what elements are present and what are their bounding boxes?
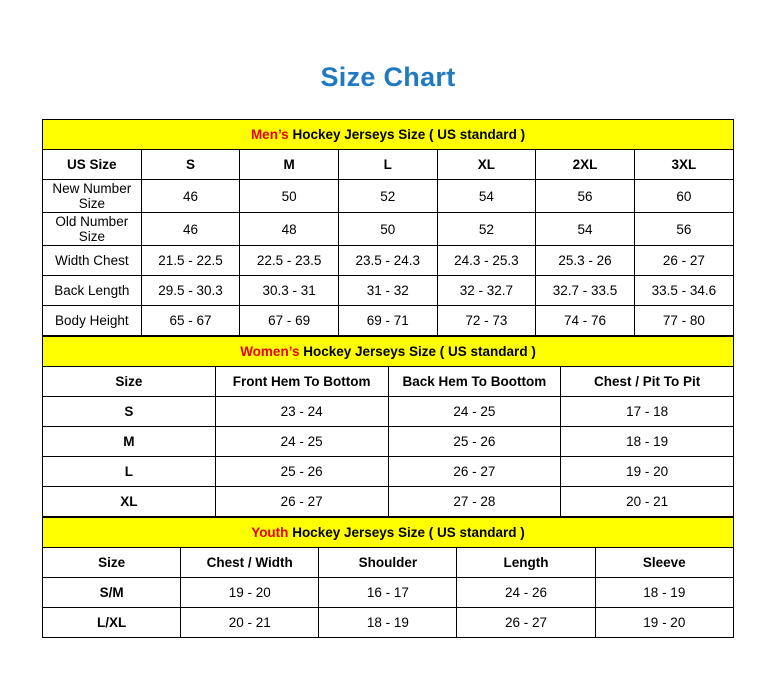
- table-section-header-row: [43, 120, 734, 150]
- womens-size-table: [42, 336, 734, 517]
- womens-r2-c1: 25 - 26: [215, 457, 388, 487]
- womens-r2-c0: L: [43, 457, 216, 487]
- table-section-header-row: [43, 518, 734, 548]
- womens-col-3: Chest / Pit To Pit: [561, 367, 734, 397]
- womens-r1-c2: 25 - 26: [388, 427, 561, 457]
- womens-header-accent: Women’s: [240, 344, 300, 359]
- mens-r3-c0: Back Length: [43, 276, 142, 306]
- mens-r4-c2: 67 - 69: [240, 306, 339, 336]
- youth-r1-c2: 18 - 19: [319, 608, 457, 638]
- mens-r3-c3: 31 - 32: [338, 276, 437, 306]
- table-row: [43, 397, 734, 427]
- mens-r1-c0: Old Number Size: [43, 213, 142, 246]
- mens-col-2: M: [240, 150, 339, 180]
- youth-r0-c1: 19 - 20: [181, 578, 319, 608]
- mens-r2-c0: Width Chest: [43, 246, 142, 276]
- womens-r1-c0: M: [43, 427, 216, 457]
- womens-r0-c2: 24 - 25: [388, 397, 561, 427]
- youth-col-0: Size: [43, 548, 181, 578]
- mens-r2-c6: 26 - 27: [634, 246, 733, 276]
- table-row: [43, 487, 734, 517]
- mens-r1-c2: 48: [240, 213, 339, 246]
- mens-col-1: S: [141, 150, 240, 180]
- mens-r1-c6: 56: [634, 213, 733, 246]
- youth-r0-c2: 16 - 17: [319, 578, 457, 608]
- table-header-row: [43, 548, 734, 578]
- mens-r2-c4: 24.3 - 25.3: [437, 246, 536, 276]
- mens-size-table: [42, 119, 734, 336]
- mens-r2-c5: 25.3 - 26: [536, 246, 635, 276]
- youth-r0-c3: 24 - 26: [457, 578, 595, 608]
- womens-r1-c3: 18 - 19: [561, 427, 734, 457]
- mens-r0-c0: New Number Size: [43, 180, 142, 213]
- table-row: [43, 578, 734, 608]
- womens-r0-c1: 23 - 24: [215, 397, 388, 427]
- mens-r4-c4: 72 - 73: [437, 306, 536, 336]
- mens-header-rest: Hockey Jerseys Size ( US standard ): [288, 127, 526, 142]
- youth-r0-c4: 18 - 19: [595, 578, 733, 608]
- mens-r3-c5: 32.7 - 33.5: [536, 276, 635, 306]
- mens-r0-c6: 60: [634, 180, 733, 213]
- mens-r3-c6: 33.5 - 34.6: [634, 276, 733, 306]
- mens-r0-c2: 50: [240, 180, 339, 213]
- mens-r3-c2: 30.3 - 31: [240, 276, 339, 306]
- youth-header-rest: Hockey Jerseys Size ( US standard ): [288, 525, 525, 540]
- youth-r1-c1: 20 - 21: [181, 608, 319, 638]
- mens-r4-c6: 77 - 80: [634, 306, 733, 336]
- womens-r3-c2: 27 - 28: [388, 487, 561, 517]
- youth-r1-c3: 26 - 27: [457, 608, 595, 638]
- size-tables-container: [42, 119, 734, 638]
- youth-size-table: [42, 517, 734, 638]
- womens-r0-c0: S: [43, 397, 216, 427]
- womens-col-0: Size: [43, 367, 216, 397]
- mens-section-header: [43, 120, 734, 150]
- mens-r1-c4: 52: [437, 213, 536, 246]
- womens-r3-c3: 20 - 21: [561, 487, 734, 517]
- table-section-header-row: [43, 337, 734, 367]
- mens-col-5: 2XL: [536, 150, 635, 180]
- mens-r1-c3: 50: [338, 213, 437, 246]
- womens-r3-c0: XL: [43, 487, 216, 517]
- table-row: [43, 608, 734, 638]
- table-row: [43, 246, 734, 276]
- womens-section-header: [43, 337, 734, 367]
- table-row: [43, 427, 734, 457]
- mens-col-3: L: [338, 150, 437, 180]
- table-row: [43, 306, 734, 336]
- mens-r2-c1: 21.5 - 22.5: [141, 246, 240, 276]
- youth-col-3: Length: [457, 548, 595, 578]
- table-header-row: [43, 367, 734, 397]
- youth-col-4: Sleeve: [595, 548, 733, 578]
- table-row: [43, 180, 734, 213]
- youth-header-accent: Youth: [251, 525, 289, 540]
- womens-r1-c1: 24 - 25: [215, 427, 388, 457]
- youth-col-1: Chest / Width: [181, 548, 319, 578]
- mens-r0-c5: 56: [536, 180, 635, 213]
- mens-r0-c3: 52: [338, 180, 437, 213]
- mens-r3-c1: 29.5 - 30.3: [141, 276, 240, 306]
- mens-col-6: 3XL: [634, 150, 733, 180]
- mens-r4-c0: Body Height: [43, 306, 142, 336]
- table-row: [43, 276, 734, 306]
- womens-header-rest: Hockey Jerseys Size ( US standard ): [299, 344, 536, 359]
- youth-r1-c4: 19 - 20: [595, 608, 733, 638]
- mens-r0-c4: 54: [437, 180, 536, 213]
- page-title: Size Chart: [320, 62, 456, 92]
- womens-col-1: Front Hem To Bottom: [215, 367, 388, 397]
- youth-r1-c0: L/XL: [43, 608, 181, 638]
- youth-section-header: [43, 518, 734, 548]
- mens-r3-c4: 32 - 32.7: [437, 276, 536, 306]
- mens-r1-c5: 54: [536, 213, 635, 246]
- mens-r4-c1: 65 - 67: [141, 306, 240, 336]
- womens-r2-c2: 26 - 27: [388, 457, 561, 487]
- mens-col-4: XL: [437, 150, 536, 180]
- table-row: [43, 457, 734, 487]
- youth-r0-c0: S/M: [43, 578, 181, 608]
- womens-col-2: Back Hem To Boottom: [388, 367, 561, 397]
- mens-r1-c1: 46: [141, 213, 240, 246]
- womens-r3-c1: 26 - 27: [215, 487, 388, 517]
- youth-col-2: Shoulder: [319, 548, 457, 578]
- mens-r4-c3: 69 - 71: [338, 306, 437, 336]
- mens-header-accent: Men’s: [250, 127, 289, 142]
- mens-col-0: US Size: [43, 150, 142, 180]
- mens-r2-c3: 23.5 - 24.3: [338, 246, 437, 276]
- table-header-row: [43, 150, 734, 180]
- mens-r2-c2: 22.5 - 23.5: [240, 246, 339, 276]
- mens-r4-c5: 74 - 76: [536, 306, 635, 336]
- womens-r0-c3: 17 - 18: [561, 397, 734, 427]
- mens-r0-c1: 46: [141, 180, 240, 213]
- womens-r2-c3: 19 - 20: [561, 457, 734, 487]
- table-row: [43, 213, 734, 246]
